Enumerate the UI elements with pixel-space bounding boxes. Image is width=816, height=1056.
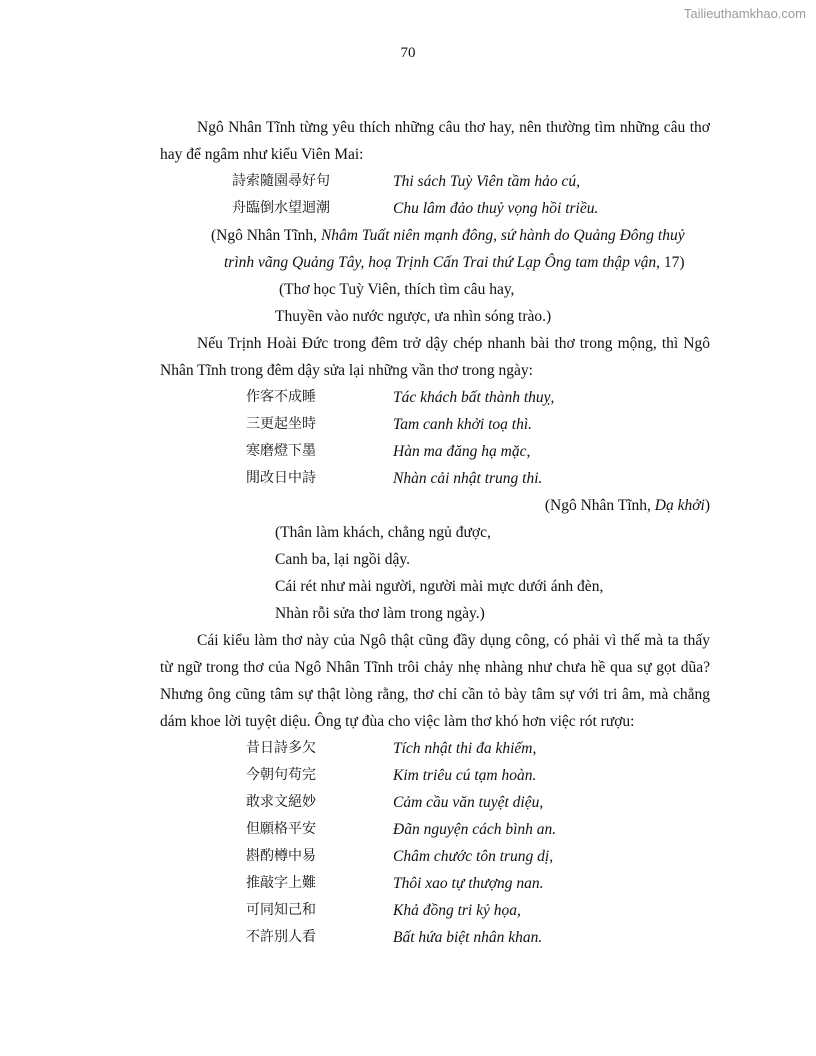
poem-line xyxy=(160,897,710,924)
han-verse: 詩索隨園尋好句 xyxy=(232,173,330,189)
poem-1 xyxy=(160,168,710,222)
page-content xyxy=(160,114,710,951)
paragraph-3: Cái kiểu làm thơ này của Ngô thật cũng đầy dụng công, có phải vì thế mà ta thấy từ ngữ trong thơ của Ngô Nhân Tĩnh trôi chảy nhẹ nhàng như chưa hề qua sự gọt dũa? Nhưng ông cũng tâm sự thật lòng rằng, thơ chỉ cần tỏ bày tâm sự với tri âm, mà chẳng dám khoe lời tuyệt diệu. Ông tự đùa cho việc làm thơ khó hơn việc rót rượu: xyxy=(160,632,710,730)
watermark: Tailieuthamkhao.com xyxy=(683,6,806,21)
viet-verse: Nhàn cải nhật trung thi. xyxy=(393,470,543,487)
viet-verse: Kim triêu cú tạm hoàn. xyxy=(393,767,537,784)
translation-2 xyxy=(160,519,710,627)
viet-verse: Thôi xao tự thượng nan. xyxy=(393,875,544,892)
poem-line xyxy=(160,789,710,816)
translation-line: (Thơ học Tuỳ Viên, thích tìm câu hay, xyxy=(279,281,515,298)
viet-verse: Cảm cầu văn tuyệt diệu, xyxy=(393,794,544,811)
poem-line xyxy=(160,762,710,789)
poem-line xyxy=(160,411,710,438)
translation-line: Nhàn rỗi sửa thơ làm trong ngày.) xyxy=(275,605,485,622)
citation-close: ) xyxy=(704,497,710,514)
citation-close: , 17) xyxy=(656,254,685,271)
translation-line: Thuyền vào nước ngược, ưa nhìn sóng trào.) xyxy=(275,308,552,325)
han-verse: 但願格平安 xyxy=(246,821,316,837)
poem-line xyxy=(160,465,710,492)
paragraph-2: Nếu Trịnh Hoài Đức trong đêm trở dậy chép nhanh bài thơ trong mộng, thì Ngô Nhân Tĩnh trong đêm dậy sửa lại những vần thơ trong ngày: xyxy=(160,335,710,379)
han-verse: 不許別人看 xyxy=(246,929,316,945)
viet-verse: Châm chước tôn trung dị, xyxy=(393,848,554,865)
poem-line xyxy=(160,843,710,870)
poem-line xyxy=(160,816,710,843)
translation-line: Canh ba, lại ngồi dậy. xyxy=(275,551,411,568)
translation-line: Cái rét như mài người, người mài mực dưới ánh đèn, xyxy=(275,578,604,595)
viet-verse: Thi sách Tuỳ Viên tầm hảo cú, xyxy=(393,173,580,190)
han-verse: 作客不成睡 xyxy=(246,389,316,405)
poem-line xyxy=(160,384,710,411)
citation-open: (Ngô Nhân Tĩnh, xyxy=(544,497,655,514)
viet-verse: Tam canh khởi toạ thì. xyxy=(393,416,533,433)
citation-title: Nhâm Tuất niên mạnh đông, sứ hành do Quảng Đông thuỷ xyxy=(320,227,685,244)
citation-2 xyxy=(160,492,710,519)
han-verse: 斟酌樽中易 xyxy=(246,848,316,864)
poem-2 xyxy=(160,384,710,492)
citation-title: trình vãng Quảng Tây, hoạ Trịnh Cấn Trai thứ Lạp Ông tam thập vận xyxy=(224,254,657,271)
viet-verse: Tích nhật thi đa khiếm, xyxy=(393,740,537,757)
han-verse: 推敲字上難 xyxy=(246,875,316,891)
han-verse: 可同知己和 xyxy=(246,902,316,918)
poem-line xyxy=(160,195,710,222)
citation-title: Dạ khởi xyxy=(654,497,705,514)
viet-verse: Khả đồng tri kỷ họa, xyxy=(393,902,521,919)
han-verse: 三更起坐時 xyxy=(246,416,316,432)
poem-3 xyxy=(160,735,710,951)
han-verse: 舟臨倒水望迴潮 xyxy=(232,200,330,216)
poem-line xyxy=(160,924,710,951)
han-verse: 閒改日中詩 xyxy=(246,470,316,486)
han-verse: 寒磨燈下墨 xyxy=(246,443,316,459)
poem-line xyxy=(160,168,710,195)
translation-1 xyxy=(160,276,710,330)
paragraph-1: Ngô Nhân Tĩnh từng yêu thích những câu thơ hay, nên thường tìm những câu thơ hay để ngâm như kiểu Viên Mai: xyxy=(160,119,710,163)
poem-line xyxy=(160,735,710,762)
han-verse: 敢求文絕妙 xyxy=(246,794,316,810)
translation-line: (Thân làm khách, chẳng ngủ được, xyxy=(275,524,491,541)
viet-verse: Chu lâm đảo thuỷ vọng hồi triều. xyxy=(393,200,599,217)
viet-verse: Tác khách bất thành thuỵ, xyxy=(393,389,555,406)
citation-open: (Ngô Nhân Tĩnh, xyxy=(211,227,321,244)
viet-verse: Bất hứa biệt nhân khan. xyxy=(393,929,543,946)
poem-line xyxy=(160,438,710,465)
citation-1 xyxy=(160,222,710,276)
page-number: 70 xyxy=(400,45,416,61)
poem-line xyxy=(160,870,710,897)
han-verse: 今朝句苟完 xyxy=(246,767,316,783)
han-verse: 昔日詩多欠 xyxy=(246,740,316,756)
viet-verse: Hàn ma đăng hạ mặc, xyxy=(393,443,531,460)
viet-verse: Đãn nguyện cách bình an. xyxy=(393,821,557,838)
